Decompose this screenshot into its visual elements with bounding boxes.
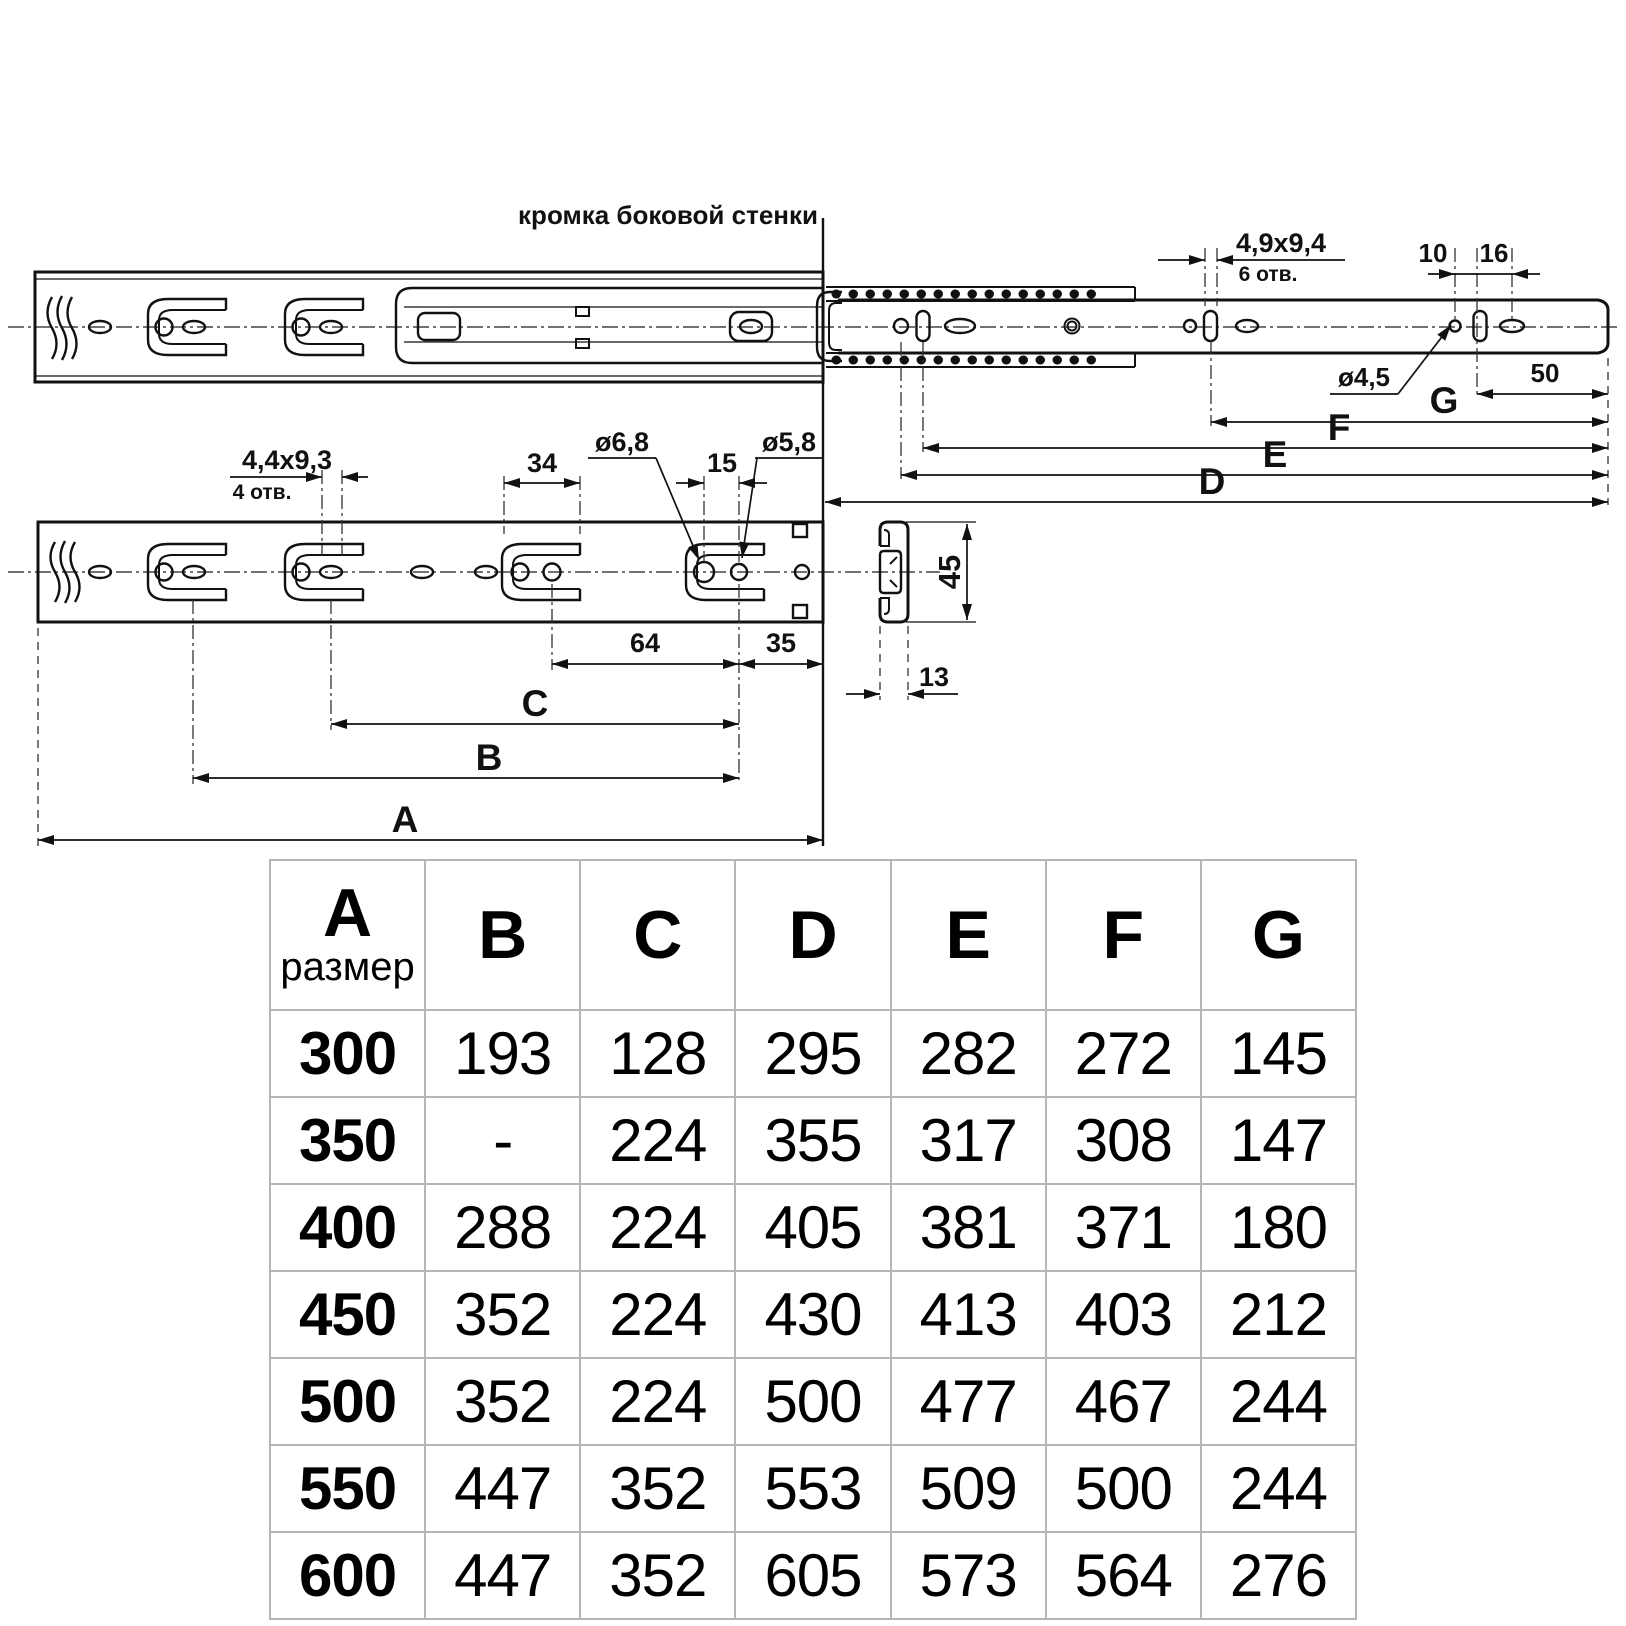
table-cell: 180 <box>1201 1184 1356 1271</box>
header-b: B <box>425 860 580 1010</box>
dim-50-label: 50 <box>1530 358 1560 388</box>
table-cell: 405 <box>735 1184 890 1271</box>
table-cell: 450 <box>270 1271 425 1358</box>
table-cell: 352 <box>425 1271 580 1358</box>
table-cell: 147 <box>1201 1097 1356 1184</box>
dim-g-label: G <box>1429 380 1459 421</box>
retainer-clip-wave <box>48 297 57 359</box>
dim-64-label: 64 <box>629 628 661 658</box>
table-cell: 550 <box>270 1445 425 1532</box>
table-row <box>270 1445 1356 1532</box>
header-f: F <box>1046 860 1201 1010</box>
table-cell: 300 <box>270 1010 425 1097</box>
table-cell: 500 <box>735 1358 890 1445</box>
table-cell: 477 <box>891 1358 1046 1445</box>
header-g: G <box>1201 860 1356 1010</box>
table-cell: 308 <box>1046 1097 1201 1184</box>
table-row <box>270 1010 1356 1097</box>
header-a-letter: A <box>323 875 373 951</box>
dim-d-label: D <box>1198 461 1226 502</box>
middle-rail <box>396 288 823 363</box>
cross-section <box>846 522 976 700</box>
table-cell: 403 <box>1046 1271 1201 1358</box>
table-row <box>270 1184 1356 1271</box>
table-cell: 553 <box>735 1445 890 1532</box>
table-cell: 224 <box>580 1271 735 1358</box>
table-cell: 447 <box>425 1532 580 1619</box>
table-row <box>270 1271 1356 1358</box>
table-cell: 276 <box>1201 1532 1356 1619</box>
table-cell: 282 <box>891 1010 1046 1097</box>
table-cell: 605 <box>735 1532 890 1619</box>
table-cell: 500 <box>270 1358 425 1445</box>
section-width-label: 13 <box>918 662 950 692</box>
slot-dim-label: 4,4x9,3 <box>241 445 333 475</box>
dim-15-label: 15 <box>706 448 738 478</box>
table-cell: 145 <box>1201 1010 1356 1097</box>
table-cell: 381 <box>891 1184 1046 1271</box>
dim-c-label: C <box>521 683 549 724</box>
dim-a-label: A <box>391 799 419 840</box>
bottom-view-drawing <box>8 427 940 846</box>
table-cell: 272 <box>1046 1010 1201 1097</box>
dim-10-label: 10 <box>1418 238 1448 268</box>
table-cell: 128 <box>580 1010 735 1097</box>
dim-34-label: 34 <box>526 448 558 478</box>
slot-count-label: 4 отв. <box>232 481 292 504</box>
table-cell: 212 <box>1201 1271 1356 1358</box>
table-cell: 244 <box>1201 1358 1356 1445</box>
hole-dia-2-label: ø5,8 <box>761 427 817 457</box>
table-cell: 400 <box>270 1184 425 1271</box>
table-row <box>270 1358 1356 1445</box>
table-cell: 430 <box>735 1271 890 1358</box>
table-cell: 355 <box>735 1097 890 1184</box>
header-c: C <box>580 860 735 1010</box>
dim-16-label: 16 <box>1479 238 1509 268</box>
table-cell: 317 <box>891 1097 1046 1184</box>
table-row <box>270 1532 1356 1619</box>
dim-b-label: B <box>475 737 503 778</box>
table-cell: 244 <box>1201 1445 1356 1532</box>
header-a-sub: размер <box>280 945 415 989</box>
table-cell: 224 <box>580 1358 735 1445</box>
hole-dia-label: ø4,5 <box>1337 362 1391 392</box>
table-cell: 352 <box>425 1358 580 1445</box>
table-header <box>270 860 1356 1010</box>
table-cell: 467 <box>1046 1358 1201 1445</box>
table-cell: - <box>425 1097 580 1184</box>
table-cell: 413 <box>891 1271 1046 1358</box>
dim-e-label: E <box>1262 434 1288 475</box>
table-cell: 352 <box>580 1532 735 1619</box>
table-row <box>270 1097 1356 1184</box>
table-cell: 509 <box>891 1445 1046 1532</box>
table-cell: 500 <box>1046 1445 1201 1532</box>
table-cell: 573 <box>891 1532 1046 1619</box>
header-a <box>270 860 425 1010</box>
header-e: E <box>891 860 1046 1010</box>
dimensions-table <box>269 859 1357 1620</box>
section-height-label: 45 <box>932 554 968 590</box>
table-cell: 193 <box>425 1010 580 1097</box>
slot-dim-label: 4,9x9,4 <box>1235 228 1327 258</box>
table-cell: 288 <box>425 1184 580 1271</box>
table-cell: 600 <box>270 1532 425 1619</box>
bottom-view-dimensions <box>38 427 823 846</box>
header-d: D <box>735 860 890 1010</box>
table-cell: 224 <box>580 1184 735 1271</box>
slot-count-label: 6 отв. <box>1238 263 1298 286</box>
table-cell: 352 <box>580 1445 735 1532</box>
table-cell: 350 <box>270 1097 425 1184</box>
table-cell: 295 <box>735 1010 890 1097</box>
dim-f-label: F <box>1327 407 1351 448</box>
table-cell: 224 <box>580 1097 735 1184</box>
table-cell: 371 <box>1046 1184 1201 1271</box>
edge-label: кромка боковой стенки <box>518 200 818 230</box>
hole-dia-1-label: ø6,8 <box>594 427 650 457</box>
retainer-clip-wave <box>51 542 60 602</box>
table-cell: 564 <box>1046 1532 1201 1619</box>
dim-35-label: 35 <box>765 628 797 658</box>
table-cell: 447 <box>425 1445 580 1532</box>
